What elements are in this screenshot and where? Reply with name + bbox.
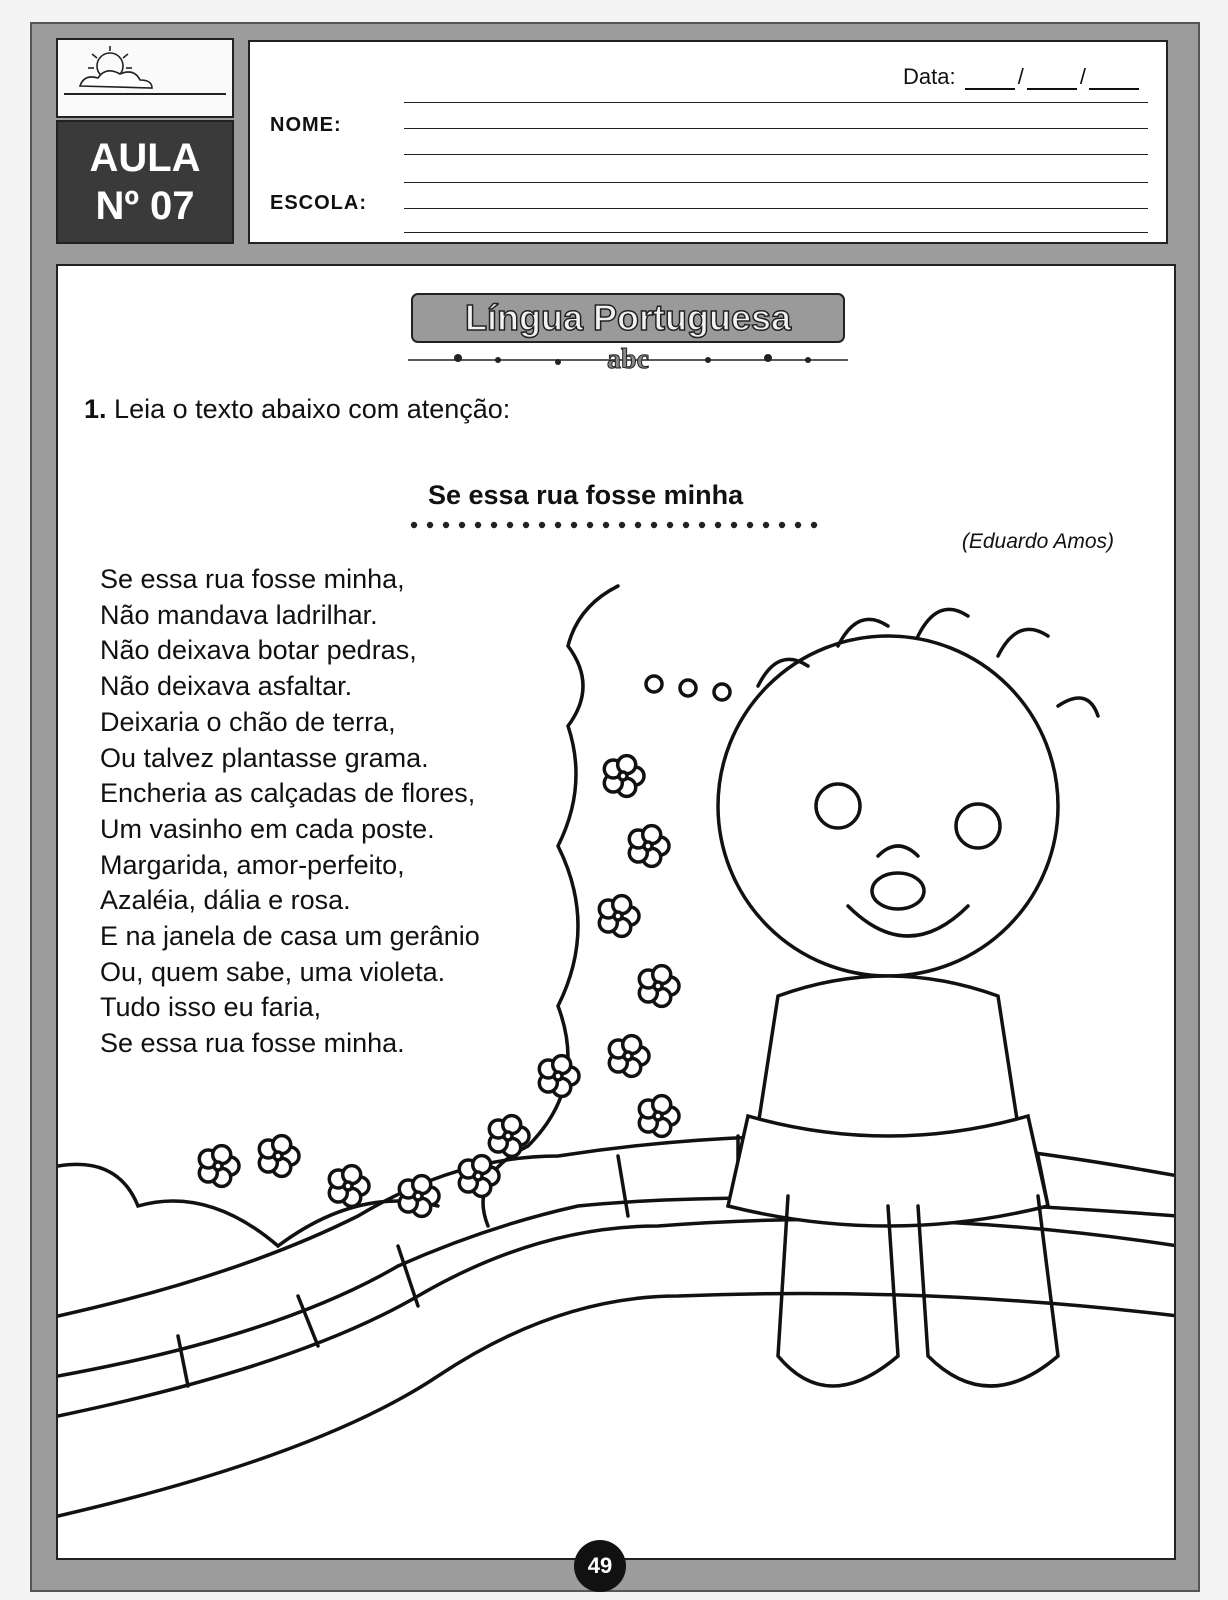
date-day-blank[interactable] <box>965 70 1015 90</box>
decorative-dot <box>699 522 705 528</box>
write-line[interactable] <box>404 102 1148 103</box>
date-field[interactable]: Data: / / <box>903 64 1142 90</box>
subject-banner <box>408 288 848 378</box>
decorative-dot <box>539 522 545 528</box>
flower-icon <box>599 896 639 937</box>
exercise-instruction <box>84 394 510 425</box>
decorative-dot <box>811 522 817 528</box>
flower-icon <box>604 756 644 797</box>
exercise-text: Leia o texto abaixo com atenção: <box>114 394 511 424</box>
date-label: Data: <box>903 64 956 89</box>
decorative-dot <box>763 522 769 528</box>
student-info-header <box>248 40 1168 244</box>
poem-line: Se essa rua fosse minha, <box>100 564 405 594</box>
decorative-dot <box>507 522 513 528</box>
date-year-blank[interactable] <box>1089 70 1139 90</box>
date-month-blank[interactable] <box>1027 70 1077 90</box>
poem-author: (Eduardo Amos) <box>961 530 1114 553</box>
decorative-dot <box>491 522 497 528</box>
decorative-dot <box>411 522 417 528</box>
poem-line: Ou talvez plantasse grama. <box>100 742 429 773</box>
flower-icon <box>539 1056 579 1097</box>
poem-line: Não deixava asfaltar. <box>100 671 353 702</box>
decorative-dot <box>779 522 785 528</box>
decorative-dot <box>667 522 673 528</box>
write-line[interactable] <box>404 232 1148 233</box>
decorative-dot <box>619 522 625 528</box>
poem-line: Ou, quem sabe, uma violeta. <box>100 956 446 987</box>
page-number: 49 <box>574 1540 626 1592</box>
lesson-badge <box>56 120 234 244</box>
flower-icon <box>639 1096 679 1137</box>
sun-cloud-logo <box>56 38 234 118</box>
flower-icon <box>609 1036 649 1077</box>
decorative-dot <box>603 522 609 528</box>
nome-label: NOME: <box>270 114 342 136</box>
flower-icon <box>259 1136 299 1177</box>
write-line[interactable] <box>404 182 1148 183</box>
flower-icon <box>629 826 669 867</box>
banner-title: Língua Portuguesa <box>464 297 792 338</box>
poem-title: Se essa rua fosse minha <box>428 480 744 510</box>
poem-line: Encheria as calçadas de flores, <box>100 778 476 809</box>
decorative-dot <box>651 522 657 528</box>
poem-line: E na janela de casa um gerânio <box>100 921 480 952</box>
escola-label: ESCOLA: <box>270 192 367 214</box>
decorative-dot <box>587 522 593 528</box>
worksheet-content <box>56 264 1176 1560</box>
poem-line: Deixaria o chão de terra, <box>100 706 396 737</box>
lesson-label: AULA <box>89 136 201 180</box>
decorative-dot <box>683 522 689 528</box>
nome-line[interactable] <box>404 128 1148 129</box>
decorative-dot <box>523 522 529 528</box>
decorative-dot <box>443 522 449 528</box>
decorative-dot <box>459 522 465 528</box>
flower-icon <box>639 966 679 1007</box>
banner-subtitle: abc <box>607 344 649 375</box>
flower-icon <box>199 1146 239 1187</box>
decorative-dot <box>571 522 577 528</box>
lesson-number: Nº 07 <box>95 184 195 228</box>
poem-line: Não mandava ladrilhar. <box>100 599 378 630</box>
decorative-dot <box>555 522 561 528</box>
poem-line: Margarida, amor-perfeito, <box>100 849 405 880</box>
poem-line: Um vasinho em cada poste. <box>100 813 435 844</box>
decorative-dot <box>475 522 481 528</box>
poem-line: Não deixava botar pedras, <box>100 635 417 666</box>
sun-cloud-icon <box>58 40 232 116</box>
poem-body <box>100 562 480 1062</box>
flower-icon <box>329 1166 369 1207</box>
poem-line: Tudo isso eu faria, <box>100 992 322 1023</box>
write-line[interactable] <box>404 154 1148 155</box>
decorative-dot <box>427 522 433 528</box>
flower-icon <box>399 1176 439 1217</box>
decorative-dot <box>715 522 721 528</box>
poem-line: Azaléia, dália e rosa. <box>100 885 351 916</box>
exercise-number: 1. <box>84 394 107 424</box>
decorative-dot <box>795 522 801 528</box>
decorative-dot <box>731 522 737 528</box>
poem-line: Se essa rua fosse minha. <box>100 1028 405 1059</box>
title-underline-dots <box>408 518 828 532</box>
decorative-dot <box>635 522 641 528</box>
escola-line[interactable] <box>404 208 1148 209</box>
decorative-dot <box>747 522 753 528</box>
